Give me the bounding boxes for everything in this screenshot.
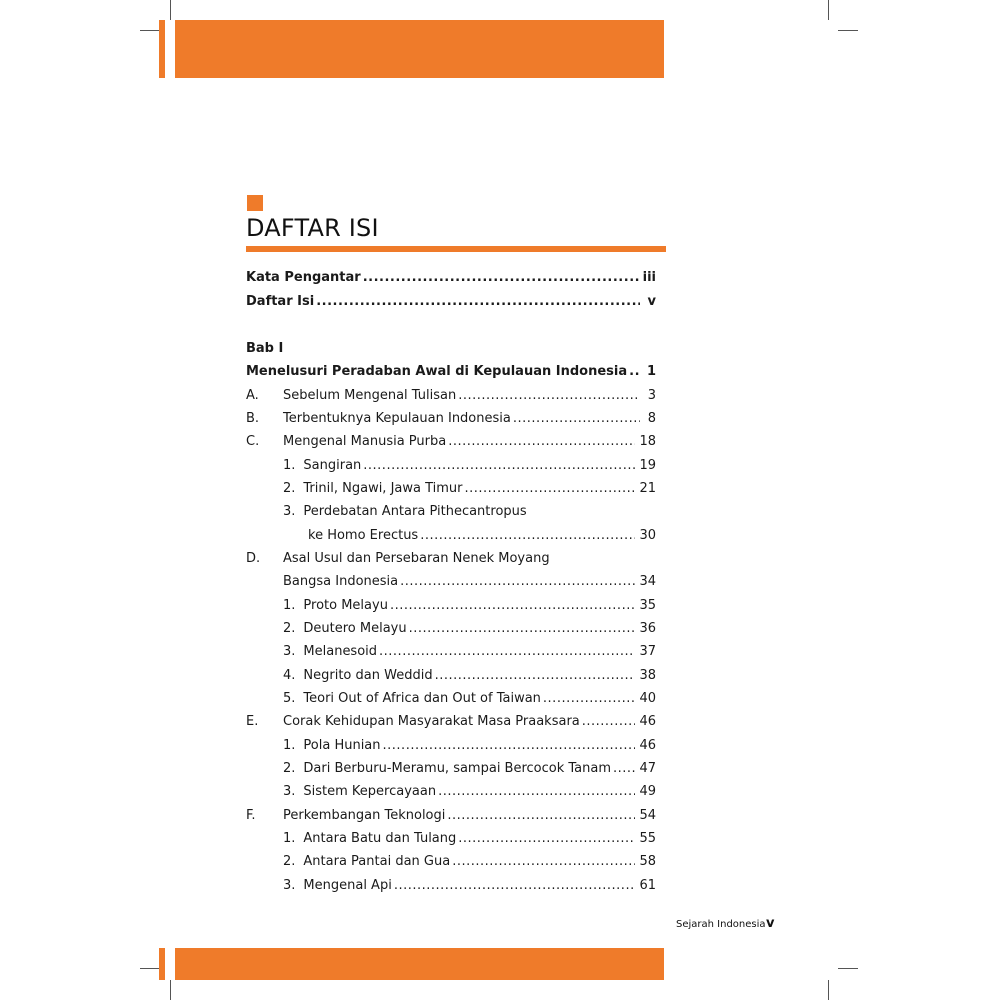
crop-mark — [828, 0, 829, 20]
toc-label: Melanesoid — [303, 644, 378, 659]
toc-leader — [447, 808, 635, 823]
toc-label: Perdebatan Antara Pithecantropus — [303, 504, 527, 519]
toc-leader — [458, 831, 635, 846]
toc-label: Sebelum Mengenal Tulisan — [283, 388, 457, 403]
item-number: 3. — [283, 644, 296, 659]
toc-label: Terbentuknya Kepulauan Indonesia — [283, 411, 511, 426]
toc-entry-section-d-line2[interactable] — [283, 574, 656, 594]
toc-chapter-label — [246, 341, 656, 361]
toc-leader — [409, 621, 636, 636]
toc-entry-e-1[interactable] — [283, 738, 656, 758]
toc-entry-section-c[interactable] — [283, 434, 656, 454]
toc-label: Negrito dan Weddid — [303, 668, 433, 683]
toc-entry-section-b[interactable] — [283, 411, 656, 431]
crop-mark — [828, 980, 829, 1000]
toc-entry-c-2[interactable] — [283, 481, 656, 501]
toc-page: 61 — [639, 878, 656, 893]
toc-leader — [316, 294, 640, 309]
toc-entry-section-e[interactable] — [283, 714, 656, 734]
toc-label: Dari Berburu-Meramu, sampai Bercocok Tanam — [303, 761, 612, 776]
toc-page: 46 — [639, 738, 656, 753]
toc-label: Antara Batu dan Tulang — [303, 831, 457, 846]
toc-leader — [452, 854, 635, 869]
toc-page: 38 — [639, 668, 656, 683]
crop-mark — [140, 30, 160, 31]
crop-mark — [838, 968, 858, 969]
toc-label: Deutero Melayu — [303, 621, 407, 636]
toc-leader — [390, 598, 636, 613]
toc-leader — [363, 458, 635, 473]
toc-leader — [363, 270, 639, 285]
toc-page: 36 — [639, 621, 656, 636]
toc-label: Corak Kehidupan Masyarakat Masa Praaksara — [283, 714, 580, 729]
toc-entry-kata-pengantar[interactable] — [246, 270, 656, 290]
toc-label: Perkembangan Teknologi — [283, 808, 446, 823]
section-letter: E. — [246, 714, 259, 729]
toc-page: v — [647, 294, 656, 309]
toc-leader — [394, 878, 636, 893]
toc-entry-f-1[interactable] — [283, 831, 656, 851]
toc-entry-c-3-line1[interactable] — [283, 504, 656, 524]
toc-label: Trinil, Ngawi, Jawa Timur — [303, 481, 463, 496]
toc-page: 37 — [639, 644, 656, 659]
toc-page: 35 — [639, 598, 656, 613]
toc-page: 47 — [639, 761, 656, 776]
toc-entry-d-1[interactable] — [283, 598, 656, 618]
toc-label: Pola Hunian — [303, 738, 381, 753]
toc-label: Mengenal Api — [303, 878, 392, 893]
item-number: 1. — [283, 831, 296, 846]
toc-leader — [379, 644, 635, 659]
page-number: v — [766, 916, 775, 931]
item-number: 3. — [283, 878, 296, 893]
toc-entry-d-5[interactable] — [283, 691, 656, 711]
item-number: 2. — [283, 481, 296, 496]
toc-entry-section-d-line1[interactable] — [283, 551, 656, 571]
toc-leader — [435, 668, 636, 683]
toc-leader — [383, 738, 636, 753]
toc-label: Sangiran — [303, 458, 362, 473]
heading-rule — [246, 246, 666, 252]
toc-leader — [543, 691, 636, 706]
toc-label: Daftar Isi — [246, 294, 315, 309]
item-number: 4. — [283, 668, 296, 683]
section-letter: B. — [246, 411, 260, 426]
toc-entry-d-2[interactable] — [283, 621, 656, 641]
toc-entry-d-4[interactable] — [283, 668, 656, 688]
toc-page: 1 — [646, 364, 656, 379]
section-letter: D. — [246, 551, 261, 566]
toc-page: 54 — [639, 808, 656, 823]
toc-page: 18 — [639, 434, 656, 449]
toc-label: Mengenal Manusia Purba — [283, 434, 447, 449]
toc-leader — [420, 528, 635, 543]
item-number: 5. — [283, 691, 296, 706]
top-bar-edge — [159, 20, 165, 78]
chapter-number: Bab I — [246, 341, 284, 356]
crop-mark — [140, 968, 160, 969]
toc-leader — [613, 761, 635, 776]
running-footer-title: Sejarah Indonesia — [676, 919, 766, 930]
toc-page: iii — [642, 270, 656, 285]
toc-page: 19 — [639, 458, 656, 473]
item-number: 1. — [283, 458, 296, 473]
item-number: 2. — [283, 761, 296, 776]
toc-page: 58 — [639, 854, 656, 869]
toc-label: Bangsa Indonesia — [283, 574, 399, 589]
toc-entry-e-2[interactable] — [283, 761, 656, 781]
toc-page: 55 — [639, 831, 656, 846]
toc-entry-e-3[interactable] — [283, 784, 656, 804]
item-number: 3. — [283, 504, 296, 519]
toc-entry-chapter-title[interactable] — [246, 364, 656, 384]
toc-page: 46 — [639, 714, 656, 729]
toc-entry-c-3-line2[interactable] — [308, 528, 656, 548]
toc-page: 30 — [639, 528, 656, 543]
toc-page: 40 — [639, 691, 656, 706]
toc-label: ke Homo Erectus — [308, 528, 419, 543]
item-number: 1. — [283, 738, 296, 753]
heading-square-icon — [247, 195, 263, 211]
section-letter: A. — [246, 388, 259, 403]
toc-leader — [458, 388, 640, 403]
toc-leader — [448, 434, 635, 449]
toc-label: Menelusuri Peradaban Awal di Kepulauan Indonesia — [246, 364, 628, 379]
toc-label: Asal Usul dan Persebaran Nenek Moyang — [283, 551, 550, 566]
section-letter: F. — [246, 808, 256, 823]
bottom-bar-edge — [159, 948, 165, 980]
toc-entry-f-3[interactable] — [283, 878, 656, 898]
toc-label: Sistem Kepercayaan — [303, 784, 437, 799]
toc-label: Antara Pantai dan Gua — [303, 854, 451, 869]
toc-entry-daftar-isi[interactable] — [246, 294, 656, 314]
toc-page: 49 — [639, 784, 656, 799]
item-number: 2. — [283, 854, 296, 869]
toc-page: 3 — [647, 388, 656, 403]
item-number: 3. — [283, 784, 296, 799]
toc-entry-section-f[interactable] — [283, 808, 656, 828]
toc-label: Kata Pengantar — [246, 270, 361, 285]
toc-leader — [465, 481, 636, 496]
item-number: 2. — [283, 621, 296, 636]
crop-mark — [170, 0, 171, 20]
toc-entry-f-2[interactable] — [283, 854, 656, 874]
toc-leader — [629, 364, 640, 379]
toc-entry-c-1[interactable] — [283, 458, 656, 478]
toc-label: Teori Out of Africa dan Out of Taiwan — [303, 691, 541, 706]
toc-leader — [400, 574, 635, 589]
crop-mark — [170, 980, 171, 1000]
bottom-bar — [175, 948, 664, 980]
toc-leader — [582, 714, 636, 729]
toc-leader — [438, 784, 635, 799]
toc-page: 21 — [639, 481, 656, 496]
toc-leader — [513, 411, 640, 426]
top-bar — [175, 20, 664, 78]
item-number: 1. — [283, 598, 296, 613]
section-letter: C. — [246, 434, 260, 449]
toc-label: Proto Melayu — [303, 598, 388, 613]
toc-page: 8 — [647, 411, 656, 426]
crop-mark — [838, 30, 858, 31]
toc-entry-d-3[interactable] — [283, 644, 656, 664]
page-title: DAFTAR ISI — [246, 214, 379, 242]
toc-page: 34 — [639, 574, 656, 589]
toc-entry-section-a[interactable] — [283, 388, 656, 408]
